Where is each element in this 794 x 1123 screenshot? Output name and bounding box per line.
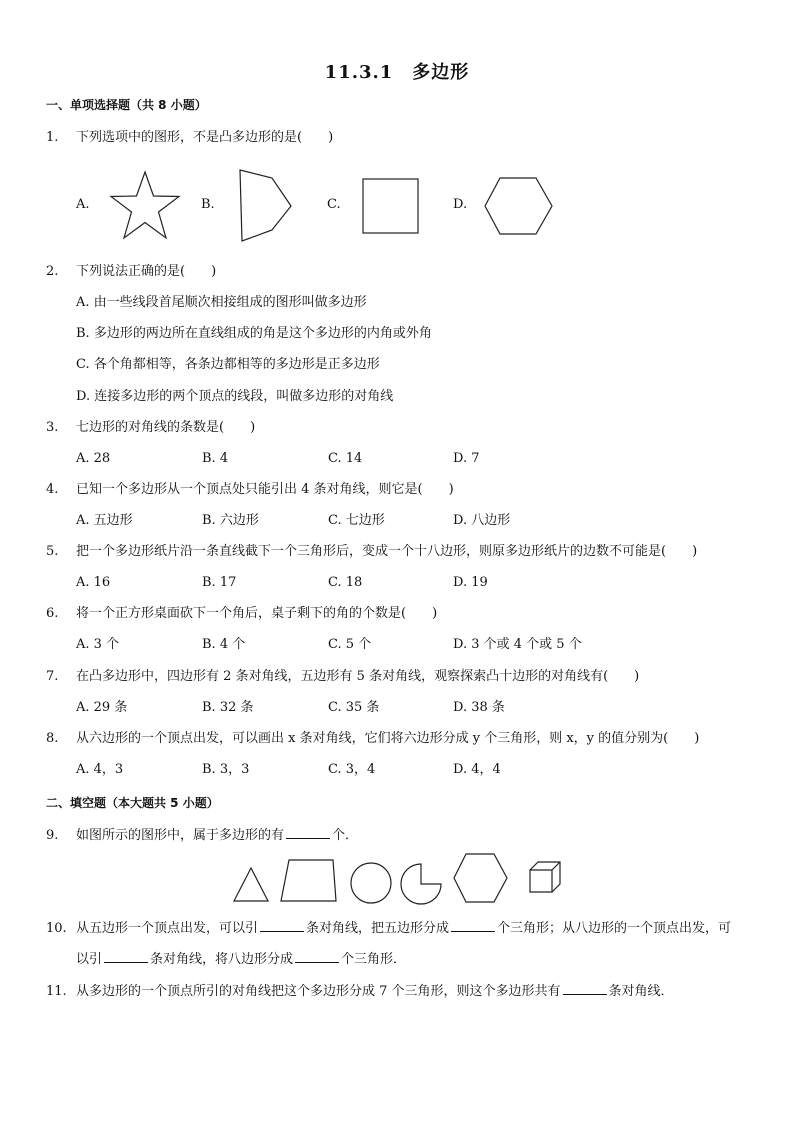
section-heading-fill: 二、填空题（本大题共 5 小题）	[46, 796, 219, 810]
question-text: 把一个多边形纸片沿一条直线截下一个三角形后，变成一个十八边形，则原多边形纸片的边数不可能是( )	[76, 544, 698, 559]
q2-option-d: D. 连接多边形的两个顶点的线段，叫做多边形的对角线	[76, 389, 394, 404]
star-figure	[107, 170, 183, 242]
q6-options	[76, 635, 676, 655]
option-a: A. 28	[76, 451, 111, 466]
question-10	[46, 918, 746, 939]
option-b-label: B.	[201, 197, 215, 212]
question-5	[46, 542, 746, 562]
answer-blank[interactable]	[295, 949, 339, 963]
q2-option-c: C. 各个角都相等，各条边都相等的多边形是正多边形	[76, 357, 380, 372]
answer-blank[interactable]	[286, 825, 330, 839]
sector-figure	[400, 861, 444, 905]
question-text: 已知一个多边形从一个顶点处只能引出 4 条对角线，则它是( )	[76, 482, 454, 497]
question-number: 7.	[46, 669, 59, 684]
question-text: 从多边形的一个顶点所引的对角线把这个多边形分成 7 个三角形，则这个多边形共有	[76, 984, 561, 999]
q7-options	[76, 698, 676, 718]
option-b: B. 3，3	[202, 762, 250, 777]
option-a: A. 16	[76, 575, 111, 590]
question-4	[46, 480, 746, 500]
answer-blank[interactable]	[260, 918, 304, 932]
option-a: A. 4，3	[76, 762, 124, 777]
section-heading-choice: 一、单项选择题（共 8 小题）	[46, 98, 207, 112]
question-10-continued	[76, 949, 406, 970]
question-text: 个三角形．	[341, 952, 407, 967]
option-b: B. 17	[202, 575, 237, 590]
question-number: 4.	[46, 482, 59, 497]
q8-options	[76, 760, 676, 780]
square-figure	[361, 177, 421, 235]
question-1	[46, 128, 746, 148]
q3-options	[76, 449, 676, 469]
question-number: 1.	[46, 130, 59, 145]
q5-options	[76, 573, 676, 593]
question-6	[46, 604, 746, 624]
question-3	[46, 418, 746, 438]
question-number: 6.	[46, 606, 59, 621]
option-c: C. 3，4	[328, 762, 376, 777]
option-c-label: C.	[327, 197, 341, 212]
question-9	[46, 825, 746, 846]
question-8	[46, 729, 746, 749]
question-text: 下列说法正确的是( )	[76, 264, 217, 279]
option-b: B. 六边形	[202, 513, 259, 528]
answer-blank[interactable]	[563, 981, 607, 995]
option-d-label: D.	[453, 197, 468, 212]
question-text: 七边形的对角线的条数是( )	[76, 420, 256, 435]
option-c: C. 14	[328, 451, 363, 466]
question-number: 2.	[46, 264, 59, 279]
question-text-end: 个．	[332, 828, 359, 843]
q4-options	[76, 511, 676, 531]
answer-blank[interactable]	[104, 949, 148, 963]
question-text: 在凸多边形中，四边形有 2 条对角线，五边形有 5 条对角线，观察探索凸十边形的对角线有( )	[76, 669, 640, 684]
question-number: 9.	[46, 828, 59, 843]
page-title: 11.3.1 多边形	[324, 62, 470, 83]
question-number: 5.	[46, 544, 59, 559]
question-text: 条对角线，把五边形分成	[306, 921, 450, 936]
option-c: C. 18	[328, 575, 363, 590]
option-b: B. 4	[202, 451, 229, 466]
pentagon-figure	[236, 168, 296, 244]
question-text-end: 条对角线．	[608, 984, 674, 999]
option-d: D. 19	[453, 575, 488, 590]
option-d: D. 38 条	[453, 700, 505, 715]
cube-figure	[527, 859, 563, 895]
option-a-label: A.	[76, 197, 90, 212]
option-a: A. 29 条	[76, 700, 128, 715]
question-number: 8.	[46, 731, 59, 746]
question-text: 条对角线，将八边形分成	[150, 952, 294, 967]
triangle-figure	[232, 866, 272, 904]
option-c: C. 5 个	[328, 637, 372, 652]
hexagon-figure	[452, 852, 510, 904]
question-text: 下列选项中的图形，不是凸多边形的是( )	[76, 130, 334, 145]
option-a: A. 五边形	[76, 513, 133, 528]
option-d: D. 4，4	[453, 762, 501, 777]
question-text: 将一个正方形桌面砍下一个角后，桌子剩下的角的个数是( )	[76, 606, 438, 621]
option-c: C. 35 条	[328, 700, 380, 715]
question-text: 从六边形的一个顶点出发，可以画出 x 条对角线，它们将六边形分成 y 个三角形，则 x，y 的值分别为( )	[76, 731, 700, 746]
option-b: B. 4 个	[202, 637, 246, 652]
question-text: 如图所示的图形中，属于多边形的有	[76, 828, 285, 843]
option-b: B. 32 条	[202, 700, 254, 715]
answer-blank[interactable]	[451, 918, 495, 932]
question-11	[46, 981, 746, 1002]
circle-figure	[349, 861, 395, 905]
option-d: D. 3 个或 4 个或 5 个	[453, 637, 582, 652]
question-2	[46, 262, 746, 282]
question-number: 10.	[46, 921, 67, 936]
question-7	[46, 667, 746, 687]
question-text: 个三角形；从八边形的一个顶点出发，可	[497, 921, 732, 936]
question-number: 3.	[46, 420, 59, 435]
option-d: D. 八边形	[453, 513, 511, 528]
trapezoid-figure	[279, 858, 339, 904]
hexagon-figure	[483, 176, 555, 236]
option-c: C. 七边形	[328, 513, 385, 528]
option-a: A. 3 个	[76, 637, 120, 652]
q2-option-b: B. 多边形的两边所在直线组成的角是这个多边形的内角或外角	[76, 326, 432, 341]
question-text: 从五边形一个顶点出发，可以引	[76, 921, 259, 936]
option-d: D. 7	[453, 451, 480, 466]
q2-option-a: A. 由一些线段首尾顺次相接组成的图形叫做多边形	[76, 295, 367, 310]
question-text: 以引	[76, 952, 103, 967]
question-number: 11.	[46, 984, 67, 999]
